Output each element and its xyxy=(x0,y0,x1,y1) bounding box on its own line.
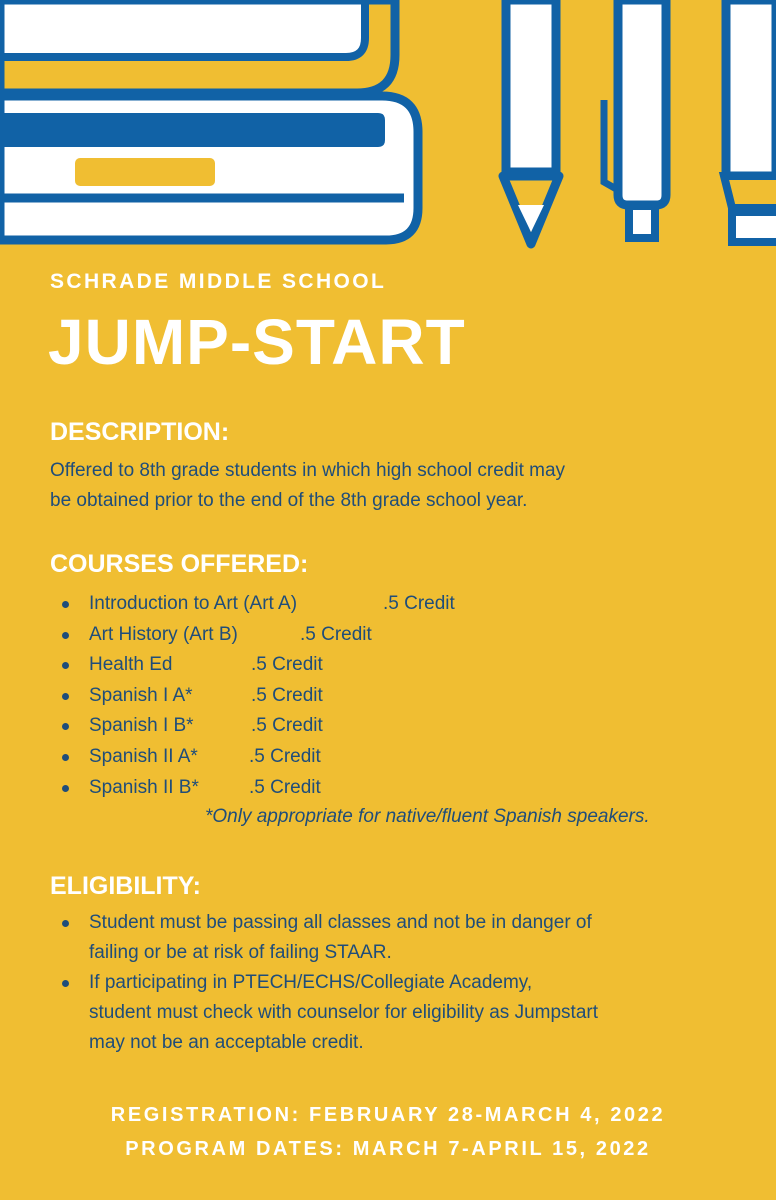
laptop-icon xyxy=(0,0,418,240)
eligibility-line: Student must be passing all classes and not be in danger of xyxy=(89,912,592,933)
course-item xyxy=(60,681,455,712)
course-name: Introduction to Art (Art A) xyxy=(89,593,298,614)
description-line: Offered to 8th grade students in which high school credit may xyxy=(50,460,566,481)
course-name: Spanish II A* xyxy=(89,745,198,767)
courses-list xyxy=(60,589,455,803)
registration-dates: REGISTRATION: FEBRUARY 28-MARCH 4, 2022 xyxy=(110,1104,666,1126)
eligibility-line: student must check with counselor for eligibility as Jumpstart xyxy=(89,1002,598,1023)
eligibility-line: failing or be at risk of failing STAAR. xyxy=(89,942,392,963)
school-supplies-illustration xyxy=(0,0,776,250)
eligibility-line: If participating in PTECH/ECHS/Collegiate Academy, xyxy=(89,972,533,993)
school-name: SCHRADE MIDDLE SCHOOL xyxy=(50,270,387,293)
course-credit: .5 Credit xyxy=(249,776,321,798)
eligibility-list xyxy=(60,908,598,1058)
course-item xyxy=(60,711,455,742)
eligibility-item xyxy=(60,908,598,968)
description-line: be obtained prior to the end of the 8th grade school year. xyxy=(50,490,528,511)
course-item xyxy=(60,620,455,651)
course-name: Spanish II B* xyxy=(89,776,199,798)
courses-heading: COURSES OFFERED: xyxy=(50,550,309,578)
eligibility-line: may not be an acceptable credit. xyxy=(89,1032,364,1053)
marker-icon xyxy=(604,0,666,238)
course-name: Spanish I B* xyxy=(89,715,194,737)
course-name: Art History (Art B) xyxy=(89,623,238,645)
course-credit: .5 Credit xyxy=(300,623,372,645)
eligibility-item xyxy=(60,968,598,1058)
page-title: JUMP-START xyxy=(48,306,466,378)
course-item xyxy=(60,773,455,804)
course-credit: .5 Credit xyxy=(251,654,323,676)
course-name: Health Ed xyxy=(89,654,173,676)
description-heading: DESCRIPTION: xyxy=(50,418,230,446)
pen-icon xyxy=(503,0,559,244)
eligibility-heading: ELIGIBILITY: xyxy=(50,872,201,900)
program-dates: PROGRAM DATES: MARCH 7-APRIL 15, 2022 xyxy=(125,1138,651,1160)
course-item xyxy=(60,650,455,681)
description-text xyxy=(50,456,750,516)
course-credit: .5 Credit xyxy=(251,715,323,737)
course-item xyxy=(60,742,455,773)
course-credit: .5 Credit xyxy=(251,684,323,706)
course-name: Spanish I A* xyxy=(89,684,193,706)
highlighter-icon xyxy=(724,0,776,242)
course-credit: .5 Credit xyxy=(383,593,455,614)
course-item xyxy=(60,589,455,620)
spanish-note: *Only appropriate for native/fluent Spanish speakers. xyxy=(205,806,650,827)
course-credit: .5 Credit xyxy=(249,745,321,767)
